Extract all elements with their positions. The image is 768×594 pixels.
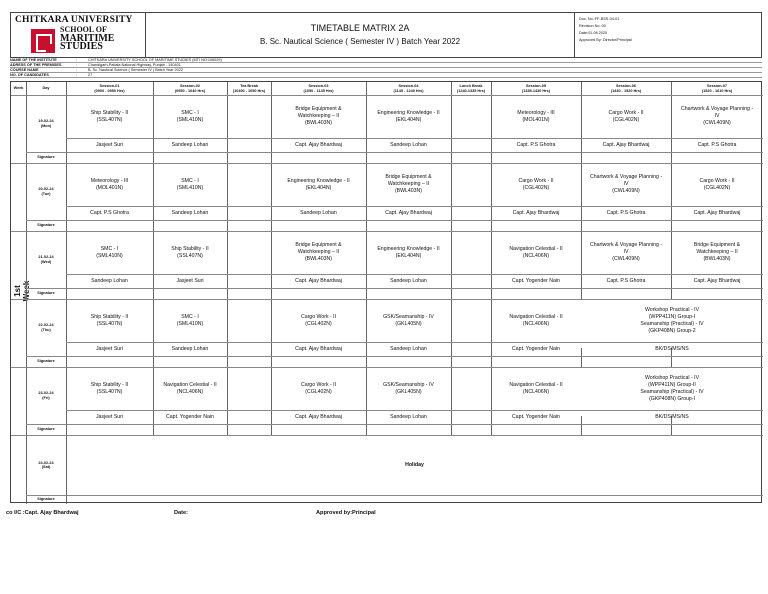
session-cell: Bridge Equipment & Watchkeeping – II (BWL403N) [385,174,432,194]
day-day: (Tue) [41,191,51,196]
column-header-time: (0900 - 0950 Hrs) [94,88,125,93]
faculty-cell: Sandeep Lohan [300,209,337,216]
faculty-cell: Sandeep Lohan [171,141,209,148]
faculty-cell: Capt. Ajay Bhardwaj [295,413,342,420]
faculty-cell: Jasjeet Suri [95,413,124,420]
session-cell: SMC - I (SML410N) [176,177,204,191]
grid-line [26,356,763,357]
column-header-time: (1520 - 1610 Hrs) [701,88,733,93]
signature-label: Signature [37,291,55,296]
column-header-time: (1335-1430 Hrs) [521,88,551,93]
faculty-cell: Sandeep Lohan [171,209,209,216]
column-header-title: Session-05 [525,84,547,88]
signature-label: Signature [37,497,55,502]
faculty-cell: BK/DS/MS/NS [655,413,689,420]
session-cell: Meteorology - III (MOL401N) [90,177,129,191]
grid-line [26,288,763,289]
column-header-time: (1240-1335 Hrs) [456,88,486,93]
session-cell: Cargo Work - II (CGL402N) [300,313,337,327]
session-cell: Ship Stability - II (SSL407N) [90,313,129,327]
faculty-cell: Capt. Yogender Nain [166,413,214,420]
session-cell: Engineering Knowledge - II (EKL404N) [377,109,440,123]
faculty-cell: Capt. P.S Ghotra [606,277,646,284]
faculty-cell: Capt. Yogender Nain [512,345,560,352]
info-row: ADRESS OF THE PREMISES : Chandigarh-Patiala National Highway, Punjab - 140401 [10,63,762,68]
faculty-cell: Sandeep Lohan [91,277,128,284]
school-name: SCHOOL OF MARITIME STUDIES [60,25,115,52]
column-header-time: (10400 - 1050 Hrs) [232,88,266,93]
column-header-title: Session-01 [99,84,120,88]
faculty-cell: Capt. P.S Ghotra [90,209,129,216]
session-cell: Chartwork & Voyage Planning - IV (CWL409N) [589,174,663,194]
column-header-title: Session-03 [308,84,329,88]
coordinator-signature: co I/C :Capt. Ajay Bhardwaj [6,510,79,516]
column-header [153,82,227,95]
page-subtitle: B. Sc. Nautical Science ( Semester IV ) Batch Year 2022 [259,37,461,46]
column-header-time: (1050 - 1145 Hrs) [303,88,334,93]
day-day: (Thu) [41,327,51,332]
faculty-cell: Capt. Yogender Nain [512,413,560,420]
university-logo [11,13,146,57]
day-date: 24-02-24 [38,460,54,465]
session-cell: Ship Stability - II (SSL407N) [171,245,209,259]
timetable-grid [10,81,762,503]
faculty-cell: Jasjeet Suri [176,277,204,284]
session-cell: Chartwork & Voyage Planning - IV (CWL409N) [680,106,754,126]
day-cell [26,163,66,220]
signature-label: Signature [37,359,55,364]
column-header [26,82,66,95]
faculty-cell: Sandeep Lohan [390,141,427,148]
day-cell [26,299,66,356]
session-cell: Bridge Equipment & Watchkeeping – II (BWL403N) [693,242,741,262]
signature-label: Signature [37,223,55,228]
faculty-cell: Sandeep Lohan [390,413,427,420]
day-date: 20-02-24 [38,187,54,191]
faculty-cell: Capt. P.S Ghotra [606,209,646,216]
info-row: COURSE NAME : B. Sc. Nautical Science ( Semester IV ) Batch Year 2022 [10,68,762,73]
day-day: (Fri) [42,395,50,400]
info-row: NO. OF CANDIDATES : 27 [10,73,762,78]
practical-session-cell: Workshop Practical - IV (WPP411N) Group-II Seamanship (Practical) - IV (GKP408N) Group-I [640,374,704,402]
revision-number: Revision No.:00 [579,24,606,28]
day-date: 23-02-24 [38,391,54,395]
column-header-title: Session-06 [615,84,637,88]
faculty-cell: Jasjeet Suri [95,345,124,352]
grid-line [26,152,763,153]
faculty-cell: Jasjeet Suri [95,141,124,148]
grid-line [26,495,763,496]
column-header-title: Session-02 [179,84,201,88]
column-header [271,82,366,95]
day-date: 19-02-24 [38,119,54,123]
column-header [671,82,763,95]
column-header [491,82,581,95]
faculty-cell: Capt. P.S Ghotra [516,141,556,148]
title-box [146,13,575,57]
faculty-cell: Capt. Ajay Bhardwaj [602,141,650,148]
faculty-cell: Capt. Ajay Bhardwaj [295,277,342,284]
faculty-cell: Capt. Ajay Bhardwaj [295,345,342,352]
faculty-cell: Capt. Ajay Bhardwaj [385,209,432,216]
page-title: TIMETABLE MATRIX 2A [310,23,410,33]
document-header [10,12,762,58]
column-header-title: Lunch Break [459,84,483,88]
session-cell: Ship Stability - II (SSL407N) [90,109,129,123]
signature-label: Signature [37,427,55,432]
signature-label: Signature [37,155,55,160]
approved-by: Approved By: Director/Principal [579,38,632,42]
column-header-time: (1430 - 1520 Hrs) [610,88,642,93]
document-info [575,13,761,57]
session-cell: Navigation Celestial - II (NCL406N) [509,381,563,395]
approved-by-label: Approved by:Principal [316,510,376,516]
day-cell [26,435,66,495]
doc-date: Date:01.08.2020 [579,31,608,35]
date-label: Date: [174,510,188,516]
day-cell [26,231,66,288]
faculty-cell: Capt. Ajay Bhardwaj [512,209,560,216]
week-label: 1st Week [13,280,31,302]
session-cell: Meteorology - III (MOL401N) [517,109,555,123]
faculty-cell: BK/DS/MS/NS [655,345,689,352]
practical-session-cell: Workshop Practical - IV (WPP411N) Group-I Seamanship (Practical) - IV (GKP408N) Group-2 [640,306,704,334]
session-cell: Cargo Work - II (CGL402N) [300,381,337,395]
column-header [11,82,26,95]
day-day: (Wed) [40,259,52,264]
day-cell [26,367,66,424]
session-cell: Cargo Work - II (CGL402N) [608,109,644,123]
session-cell: SMC - I (SML410N) [176,109,204,123]
day-date: 22-02-24 [38,323,54,327]
day-date: 21-02-24 [38,255,54,259]
day-cell [26,95,66,152]
faculty-cell: Capt. Ajay Bhardwaj [693,277,741,284]
day-day: (Sat) [41,465,51,469]
column-header-title: Tea Break [240,84,258,88]
faculty-cell: Sandeep Lohan [171,345,209,352]
session-cell: Navigation Celestial - II (NCL406N) [509,245,563,259]
session-cell: Bridge Equipment & Watchkeeping – II (BWL403N) [295,106,342,126]
session-cell: Chartwork & Voyage Planning - IV (CWL409N) [589,242,663,262]
session-cell: Engineering Knowledge - II (EKL404N) [377,245,440,259]
column-header [227,82,271,95]
column-header-title: Week [13,86,24,91]
session-cell: GSK/Seamanship - IV (GKL405N) [383,381,434,395]
faculty-cell: Capt. Yogender Nain [512,277,560,284]
column-header [451,82,491,95]
session-cell: Engineering Knowledge - II (EKL404N) [287,177,350,191]
session-cell: Cargo Work - II (CGL402N) [699,177,735,191]
faculty-cell: Sandeep Lohan [390,277,427,284]
column-header-title: Day [42,86,50,91]
column-header [581,82,671,95]
faculty-cell: Capt. P.S Ghotra [697,141,737,148]
session-cell: SMC - I (SML410N) [96,245,123,259]
faculty-cell: Sandeep Lohan [390,345,427,352]
grid-line [26,220,763,221]
logo-mark-icon [31,29,55,53]
session-cell: Cargo Work - II (CGL402N) [518,177,554,191]
column-header [66,82,153,95]
doc-number: Doc. No.:FF-BSS-04-01 [579,17,620,21]
grid-line [26,424,763,425]
day-day: (Mon) [40,123,52,128]
column-header-time: (0950 - 1040 Hrs) [174,88,206,93]
column-header-time: (1145 - 1240 Hrs) [393,88,424,93]
session-cell: SMC - I (SML410N) [176,313,204,327]
session-cell: Navigation Celestial - II (NCL406N) [163,381,217,395]
faculty-cell: Capt. Ajay Bhardwaj [295,141,342,148]
session-cell: Ship Stability - II (SSL407N) [90,381,129,395]
holiday-cell: Holiday [405,461,424,468]
column-header [366,82,451,95]
info-row: NAME OF THE INSTITUTE : CHITKARA UNIVERSITY SCHOOL OF MARITIME STUDIES (MTI NO:106029) [10,58,762,63]
column-header-title: Session-04 [398,84,419,88]
session-cell: Bridge Equipment & Watchkeeping – II (BWL403N) [295,242,342,262]
column-header-title: Session-07 [706,84,728,88]
institute-info [10,58,762,78]
university-name: CHITKARA UNIVERSITY [15,15,133,25]
session-cell: GSK/Seamanship - IV (GKL405N) [383,313,434,327]
session-cell: Navigation Celestial - II (NCL406N) [509,313,563,327]
faculty-cell: Capt. Ajay Bhardwaj [693,209,741,216]
